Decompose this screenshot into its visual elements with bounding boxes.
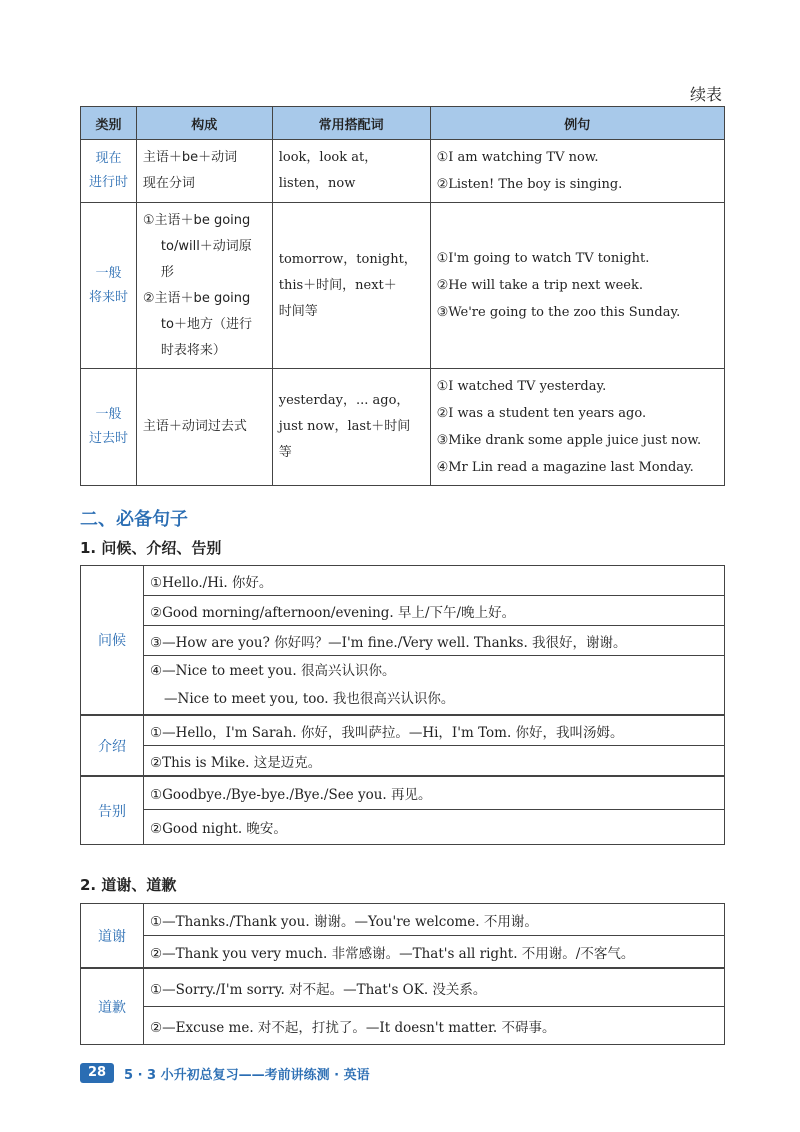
- table-row: [81, 810, 725, 845]
- footer-book-title: 5 · 3 小升初总复习——考前讲练测 · 英语: [124, 1068, 370, 1083]
- sentence-cell: ③—How are you? 你好吗？—I'm fine./Very well. Thanks. 我很好，谢谢。: [144, 626, 725, 656]
- table-row: [81, 968, 725, 1007]
- header-examples: 例句: [430, 107, 724, 140]
- header-composition: 构成: [136, 107, 272, 140]
- table-row: [81, 1007, 725, 1045]
- grammar-table-header: [81, 107, 725, 140]
- table-row: [81, 203, 725, 369]
- grammar-table: [80, 106, 725, 486]
- header-category: 类别: [81, 107, 137, 140]
- table-row: [81, 369, 725, 486]
- sentence-cell: ①—Sorry./I'm sorry. 对不起。—That's OK. 没关系。: [144, 968, 725, 1007]
- example-cell: ①I watched TV yesterday. ②I was a student ten years ago. ③Mike drank some apple juice just now. ④Mr Lin read a magazine last Monday.: [430, 369, 724, 486]
- sentence-cell: ②This is Mike. 这是迈克。: [144, 746, 725, 777]
- sentence-cell: ④—Nice to meet you. 很高兴认识你。 —Nice to meet you, too. 我也很高兴认识你。: [144, 656, 725, 716]
- example-cell: ①I am watching TV now. ②Listen! The boy is singing.: [430, 140, 724, 203]
- intro-label: 介绍: [81, 715, 144, 776]
- composition-cell: 主语＋动词过去式: [136, 369, 272, 486]
- category-cell: 现在 进行时: [81, 140, 137, 203]
- table-row: [81, 715, 725, 746]
- table-row: [81, 626, 725, 656]
- collocation-cell: yesterday，... ago， just now，last＋时间 等: [272, 369, 430, 486]
- thanks-table: [80, 903, 725, 1045]
- subsection-title-thanks: 2. 道谢、道歉: [80, 876, 177, 894]
- section-title: 二、必备句子: [80, 509, 188, 530]
- composition-cell: 主语＋be＋动词 现在分词: [136, 140, 272, 203]
- table-row: [81, 656, 725, 716]
- sentence-cell: ②—Thank you very much. 非常感谢。—That's all right. 不用谢。/不客气。: [144, 936, 725, 969]
- sentence-cell: ②—Excuse me. 对不起，打扰了。—It doesn't matter. 不碍事。: [144, 1007, 725, 1045]
- table-row: [81, 746, 725, 777]
- subsection-title-greetings: 1. 问候、介绍、告别: [80, 539, 222, 557]
- sentence-cell: ①—Thanks./Thank you. 谢谢。—You're welcome. 不用谢。: [144, 904, 725, 936]
- example-cell: ①I'm going to watch TV tonight. ②He will take a trip next week. ③We're going to the zoo this Sunday.: [430, 203, 724, 369]
- sentence-cell: ②Good morning/afternoon/evening. 早上/下午/晚上好。: [144, 596, 725, 626]
- category-cell: 一般 过去时: [81, 369, 137, 486]
- greet-label: 问候: [81, 566, 144, 716]
- category-cell: 一般 将来时: [81, 203, 137, 369]
- table-row: [81, 904, 725, 936]
- thanks-label: 道谢: [81, 904, 144, 969]
- page-number: 28: [80, 1063, 114, 1083]
- collocation-cell: tomorrow，tonight， this＋时间，next＋ 时间等: [272, 203, 430, 369]
- table-row: [81, 936, 725, 969]
- sentence-cell: ①Hello./Hi. 你好。: [144, 566, 725, 596]
- collocation-cell: look，look at， listen，now: [272, 140, 430, 203]
- sentence-cell: ①—Hello，I'm Sarah. 你好，我叫萨拉。—Hi，I'm Tom. 你好，我叫汤姆。: [144, 715, 725, 746]
- sentence-cell: ①Goodbye./Bye-bye./Bye./See you. 再见。: [144, 776, 725, 810]
- table-row: [81, 140, 725, 203]
- continued-label: 续表: [689, 85, 722, 104]
- table-row: [81, 596, 725, 626]
- bye-label: 告别: [81, 776, 144, 845]
- header-collocations: 常用搭配词: [272, 107, 430, 140]
- table-row: [81, 776, 725, 810]
- table-row: [81, 566, 725, 596]
- composition-cell: ①主语＋be going to/will＋动词原 形 ②主语＋be going to＋地方（进行 时表将来）: [136, 203, 272, 369]
- greetings-table: [80, 565, 725, 845]
- sentence-cell: ②Good night. 晚安。: [144, 810, 725, 845]
- sorry-label: 道歉: [81, 968, 144, 1045]
